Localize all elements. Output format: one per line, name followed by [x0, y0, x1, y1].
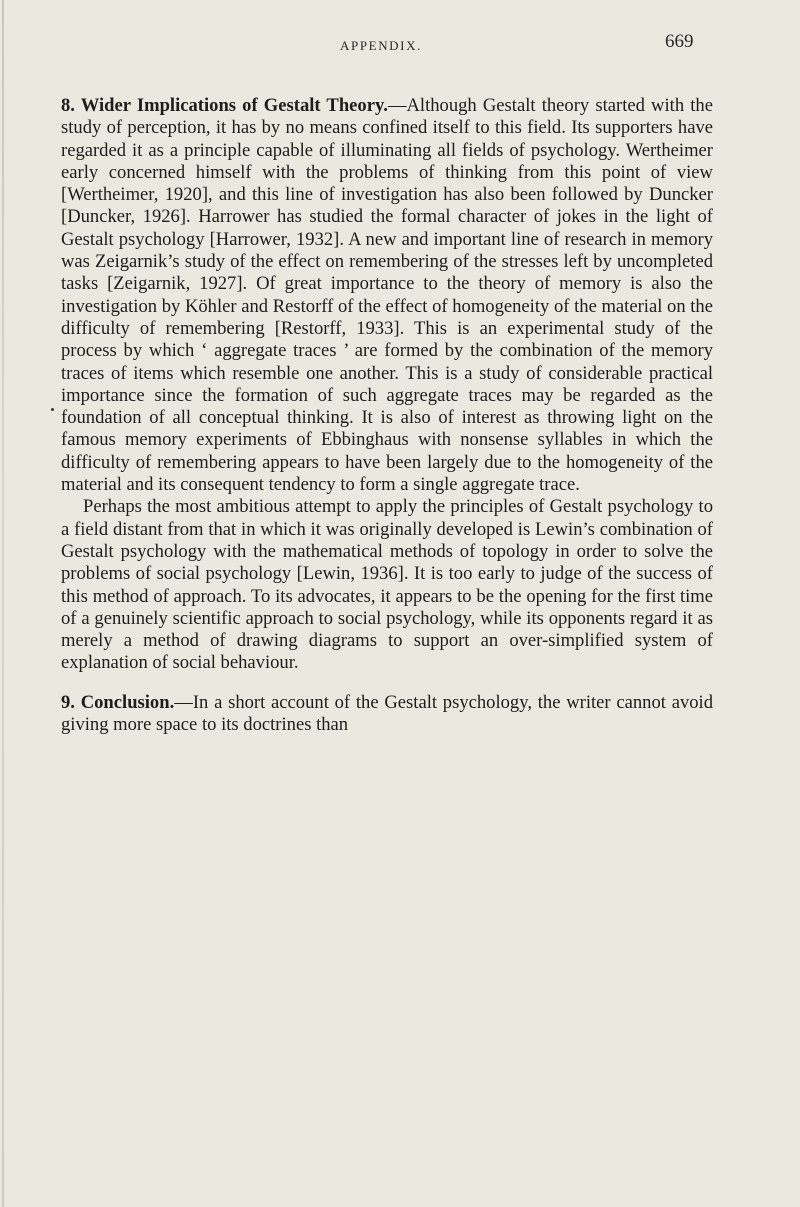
section-8-heading: 8. Wider Implications of Gestalt Theory. — [61, 95, 388, 116]
section-8-paragraph-1-text: —Although Gestalt theory started with the study of perception, it has by no means confined itself to this field. Its supporters have regarded it as a principle capable of illuminating all fields of psychology. Wertheimer early concerned himself with the problems of thinking from this point of view [Wertheimer, 1920], and this line of investigation has also been followed by Duncker [Duncker, 1926]. Harrower has studied the formal character of jokes in the light of Gestalt psychology [Harrower, 1932]. A new and important line of research in memory was Zeigarnik’s study of the effect on remembering of the stresses left by uncompleted tasks [Zeigarnik, 1927]. Of great importance to the theory of memory is also the investigation by Köhler and Restorff of the effect of homogeneity of the material on the difficulty of remembering [Restorff, 1933]. This is an experimental study of the process by which ‘ aggregate traces ’ are formed by the combination of the memory traces of items which resemble one another. This is a study of considerable practical importance since the formation of such aggregate traces may be regarded as the foundation of all conceptual thinking. It is also of interest as throwing light on the famous memory experiments of Ebbinghaus with nonsense syllables in which the difficulty of remembering appears to have been largely due to the homogeneity of the material and its consequent tendency to form a single aggregate trace. — [61, 95, 713, 496]
page-gutter-edge — [2, 0, 4, 1207]
section-8-paragraph-2: Perhaps the most ambitious attempt to apply the principles of Gestalt psychology to a field distant from that in which it was originally developed is Lewin’s combination of Gestalt psychology with the mathematical methods of topology in order to solve the problems of social psychology [Lewin, 1936]. It is too early to judge of the success of this method of approach. To its advocates, it appears to be the opening for the first time of a genuinely scientific approach to social psychology, while its opponents regard it as merely a method of drawing diagrams to support an over-simplified system of explanation of social behaviour. — [61, 496, 713, 674]
running-title: APPENDIX. — [340, 38, 422, 53]
section-9-heading: 9. Conclusion. — [61, 691, 175, 713]
body-text — [61, 95, 713, 736]
margin-mark — [51, 408, 54, 411]
section-9-paragraph-1-text: —In a short account of the Gestalt psychology, the writer cannot avoid giving more space to its doctrines than — [61, 691, 714, 736]
page-header — [0, 30, 800, 60]
section-8-paragraph-1 — [61, 95, 713, 496]
section-9-paragraph-1 — [61, 692, 713, 737]
page-number: 669 — [665, 31, 694, 52]
